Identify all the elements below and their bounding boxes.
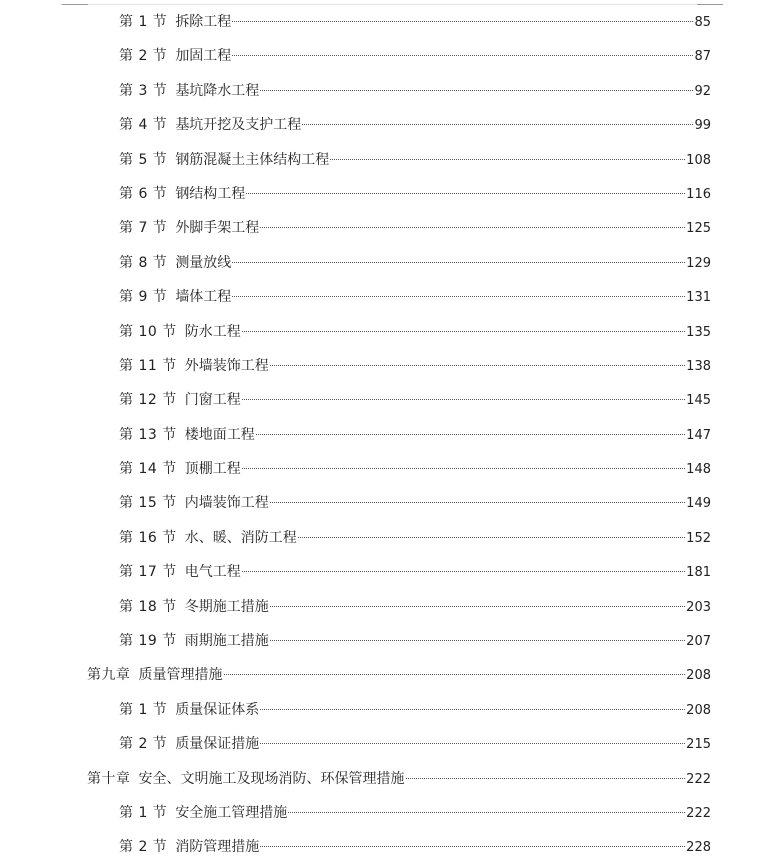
toc-dot-leader	[260, 709, 685, 710]
toc-entry-title: 拆除工程	[175, 14, 232, 30]
toc-entry-number: 第 14 节	[119, 461, 177, 478]
toc-entry-title: 安全、文明施工及现场消防、环保管理措施	[138, 770, 405, 787]
toc-section-entry[interactable]	[0, 349, 780, 383]
toc-section-entry[interactable]	[0, 280, 780, 314]
toc-dot-leader	[298, 537, 685, 538]
toc-entry-title: 测量放线	[175, 254, 232, 271]
toc-entry-page-number: 208	[686, 702, 711, 718]
toc-section-entry[interactable]	[0, 486, 780, 520]
toc-entry-number: 第 2 节	[119, 839, 168, 856]
toc-entry-title: 质量管理措施	[138, 667, 223, 684]
toc-section-entry[interactable]	[0, 246, 780, 280]
toc-entry-number: 第 8 节	[119, 254, 168, 271]
toc-entry-page-number: 131	[686, 290, 711, 306]
toc-entry-title: 墙体工程	[175, 289, 232, 306]
toc-entry-page-number: 215	[686, 737, 711, 753]
toc-entry-title: 基坑开挖及支护工程	[175, 117, 302, 134]
toc-section-entry[interactable]	[0, 693, 780, 727]
toc-entry-title: 门窗工程	[184, 392, 241, 409]
toc-entry-number: 第 1 节	[119, 804, 168, 821]
toc-section-entry[interactable]	[0, 727, 780, 761]
toc-dot-leader	[288, 812, 685, 813]
toc-entry-title: 消防管理措施	[175, 839, 260, 856]
toc-entry-number: 第 3 节	[119, 82, 168, 99]
toc-entry-page-number: 99	[694, 118, 711, 134]
toc-section-entry[interactable]	[0, 624, 780, 658]
toc-dot-leader	[232, 296, 685, 297]
toc-entry-number: 第 1 节	[119, 14, 168, 30]
toc-dot-leader	[260, 227, 685, 228]
toc-section-entry[interactable]	[0, 211, 780, 245]
toc-entry-title: 基坑降水工程	[175, 82, 260, 99]
toc-dot-leader	[270, 606, 685, 607]
toc-section-entry[interactable]	[0, 315, 780, 349]
toc-entry-page-number: 222	[686, 771, 711, 787]
toc-section-entry[interactable]	[0, 555, 780, 589]
toc-section-entry[interactable]	[0, 452, 780, 486]
toc-entry-title: 电气工程	[184, 564, 241, 581]
toc-entry-number: 第 10 节	[119, 323, 177, 340]
toc-entry-number: 第 5 节	[119, 151, 168, 168]
toc-entry-number: 第 17 节	[119, 564, 177, 581]
toc-dot-leader	[260, 90, 693, 91]
toc-entry-page-number: 135	[686, 324, 711, 340]
toc-dot-leader	[260, 846, 685, 847]
toc-entry-number: 第 18 节	[119, 598, 177, 615]
toc-dot-leader	[302, 124, 693, 125]
toc-section-entry[interactable]	[0, 521, 780, 555]
toc-dot-leader	[232, 21, 693, 22]
toc-chapter-entry[interactable]	[0, 658, 780, 692]
toc-entry-page-number: 148	[686, 462, 711, 478]
toc-section-entry[interactable]	[0, 830, 780, 864]
toc-dot-leader	[242, 468, 685, 469]
toc-dot-leader	[406, 778, 686, 779]
toc-entry-title: 楼地面工程	[184, 426, 255, 443]
toc-dot-leader	[246, 193, 685, 194]
toc-entry-number: 第 13 节	[119, 426, 177, 443]
toc-section-entry[interactable]	[0, 590, 780, 624]
toc-section-entry[interactable]	[0, 383, 780, 417]
toc-entry-page-number: 92	[694, 83, 711, 99]
toc-entry-page-number: 222	[686, 805, 711, 821]
toc-section-entry[interactable]	[0, 74, 780, 108]
toc-entry-number: 第 9 节	[119, 289, 168, 306]
toc-chapter-entry[interactable]	[0, 762, 780, 796]
toc-entry-title: 外墙装饰工程	[184, 357, 269, 374]
toc-entry-title: 安全施工管理措施	[175, 804, 288, 821]
toc-entry-page-number: 116	[686, 186, 711, 202]
toc-entry-title: 冬期施工措施	[184, 598, 269, 615]
toc-entry-page-number: 181	[686, 565, 711, 581]
toc-entry-title: 防水工程	[184, 323, 241, 340]
toc-dot-leader	[260, 743, 685, 744]
toc-entry-page-number: 85	[694, 15, 711, 30]
toc-entry-title: 质量保证体系	[175, 701, 260, 718]
toc-entry-number: 第 15 节	[119, 495, 177, 512]
toc-dot-leader	[242, 331, 685, 332]
toc-dot-leader	[242, 399, 685, 400]
toc-dot-leader	[330, 159, 685, 160]
toc-section-entry[interactable]	[0, 418, 780, 452]
toc-section-entry[interactable]	[0, 143, 780, 177]
toc-entry-page-number: 203	[686, 599, 711, 615]
toc-section-entry[interactable]	[0, 5, 780, 39]
toc-entry-page-number: 145	[686, 393, 711, 409]
toc-dot-leader	[224, 674, 686, 675]
toc-entry-title: 钢结构工程	[175, 185, 246, 202]
toc-entry-number: 第 1 节	[119, 701, 168, 718]
toc-entry-title: 顶棚工程	[184, 461, 241, 478]
toc-dot-leader	[232, 262, 685, 263]
toc-entry-page-number: 149	[686, 496, 711, 512]
toc-dot-leader	[232, 55, 693, 56]
toc-entry-number: 第十章	[87, 770, 131, 787]
toc-section-entry[interactable]	[0, 39, 780, 73]
table-of-contents	[0, 5, 780, 865]
toc-entry-page-number: 207	[686, 634, 711, 650]
toc-entry-title: 内墙装饰工程	[184, 495, 269, 512]
toc-entry-page-number: 108	[686, 152, 711, 168]
toc-entry-page-number: 152	[686, 530, 711, 546]
toc-section-entry[interactable]	[0, 796, 780, 830]
toc-entry-page-number: 87	[694, 49, 711, 65]
toc-entry-number: 第 6 节	[119, 185, 168, 202]
toc-entry-number: 第 12 节	[119, 392, 177, 409]
toc-entry-title: 加固工程	[175, 48, 232, 65]
toc-entry-number: 第 16 节	[119, 529, 177, 546]
toc-section-entry[interactable]	[0, 108, 780, 142]
toc-entry-number: 第 7 节	[119, 220, 168, 237]
toc-entry-title: 水、暖、消防工程	[184, 529, 297, 546]
toc-entry-title: 外脚手架工程	[175, 220, 260, 237]
toc-entry-number: 第 2 节	[119, 736, 168, 753]
toc-entry-title: 钢筋混凝土主体结构工程	[175, 151, 330, 168]
toc-dot-leader	[270, 640, 685, 641]
toc-dot-leader	[256, 434, 685, 435]
toc-entry-number: 第九章	[87, 667, 131, 684]
toc-entry-number: 第 19 节	[119, 633, 177, 650]
toc-entry-page-number: 147	[686, 427, 711, 443]
toc-dot-leader	[242, 571, 685, 572]
toc-entry-number: 第 4 节	[119, 117, 168, 134]
toc-entry-number: 第 2 节	[119, 48, 168, 65]
toc-entry-page-number: 228	[686, 840, 711, 856]
toc-dot-leader	[270, 502, 685, 503]
toc-entry-page-number: 208	[686, 668, 711, 684]
toc-entry-title: 质量保证措施	[175, 736, 260, 753]
toc-entry-title: 雨期施工措施	[184, 633, 269, 650]
toc-entry-page-number: 125	[686, 221, 711, 237]
toc-entry-page-number: 138	[686, 358, 711, 374]
toc-entry-number: 第 11 节	[119, 357, 177, 374]
toc-entry-page-number: 129	[686, 255, 711, 271]
toc-dot-leader	[270, 365, 685, 366]
toc-section-entry[interactable]	[0, 177, 780, 211]
